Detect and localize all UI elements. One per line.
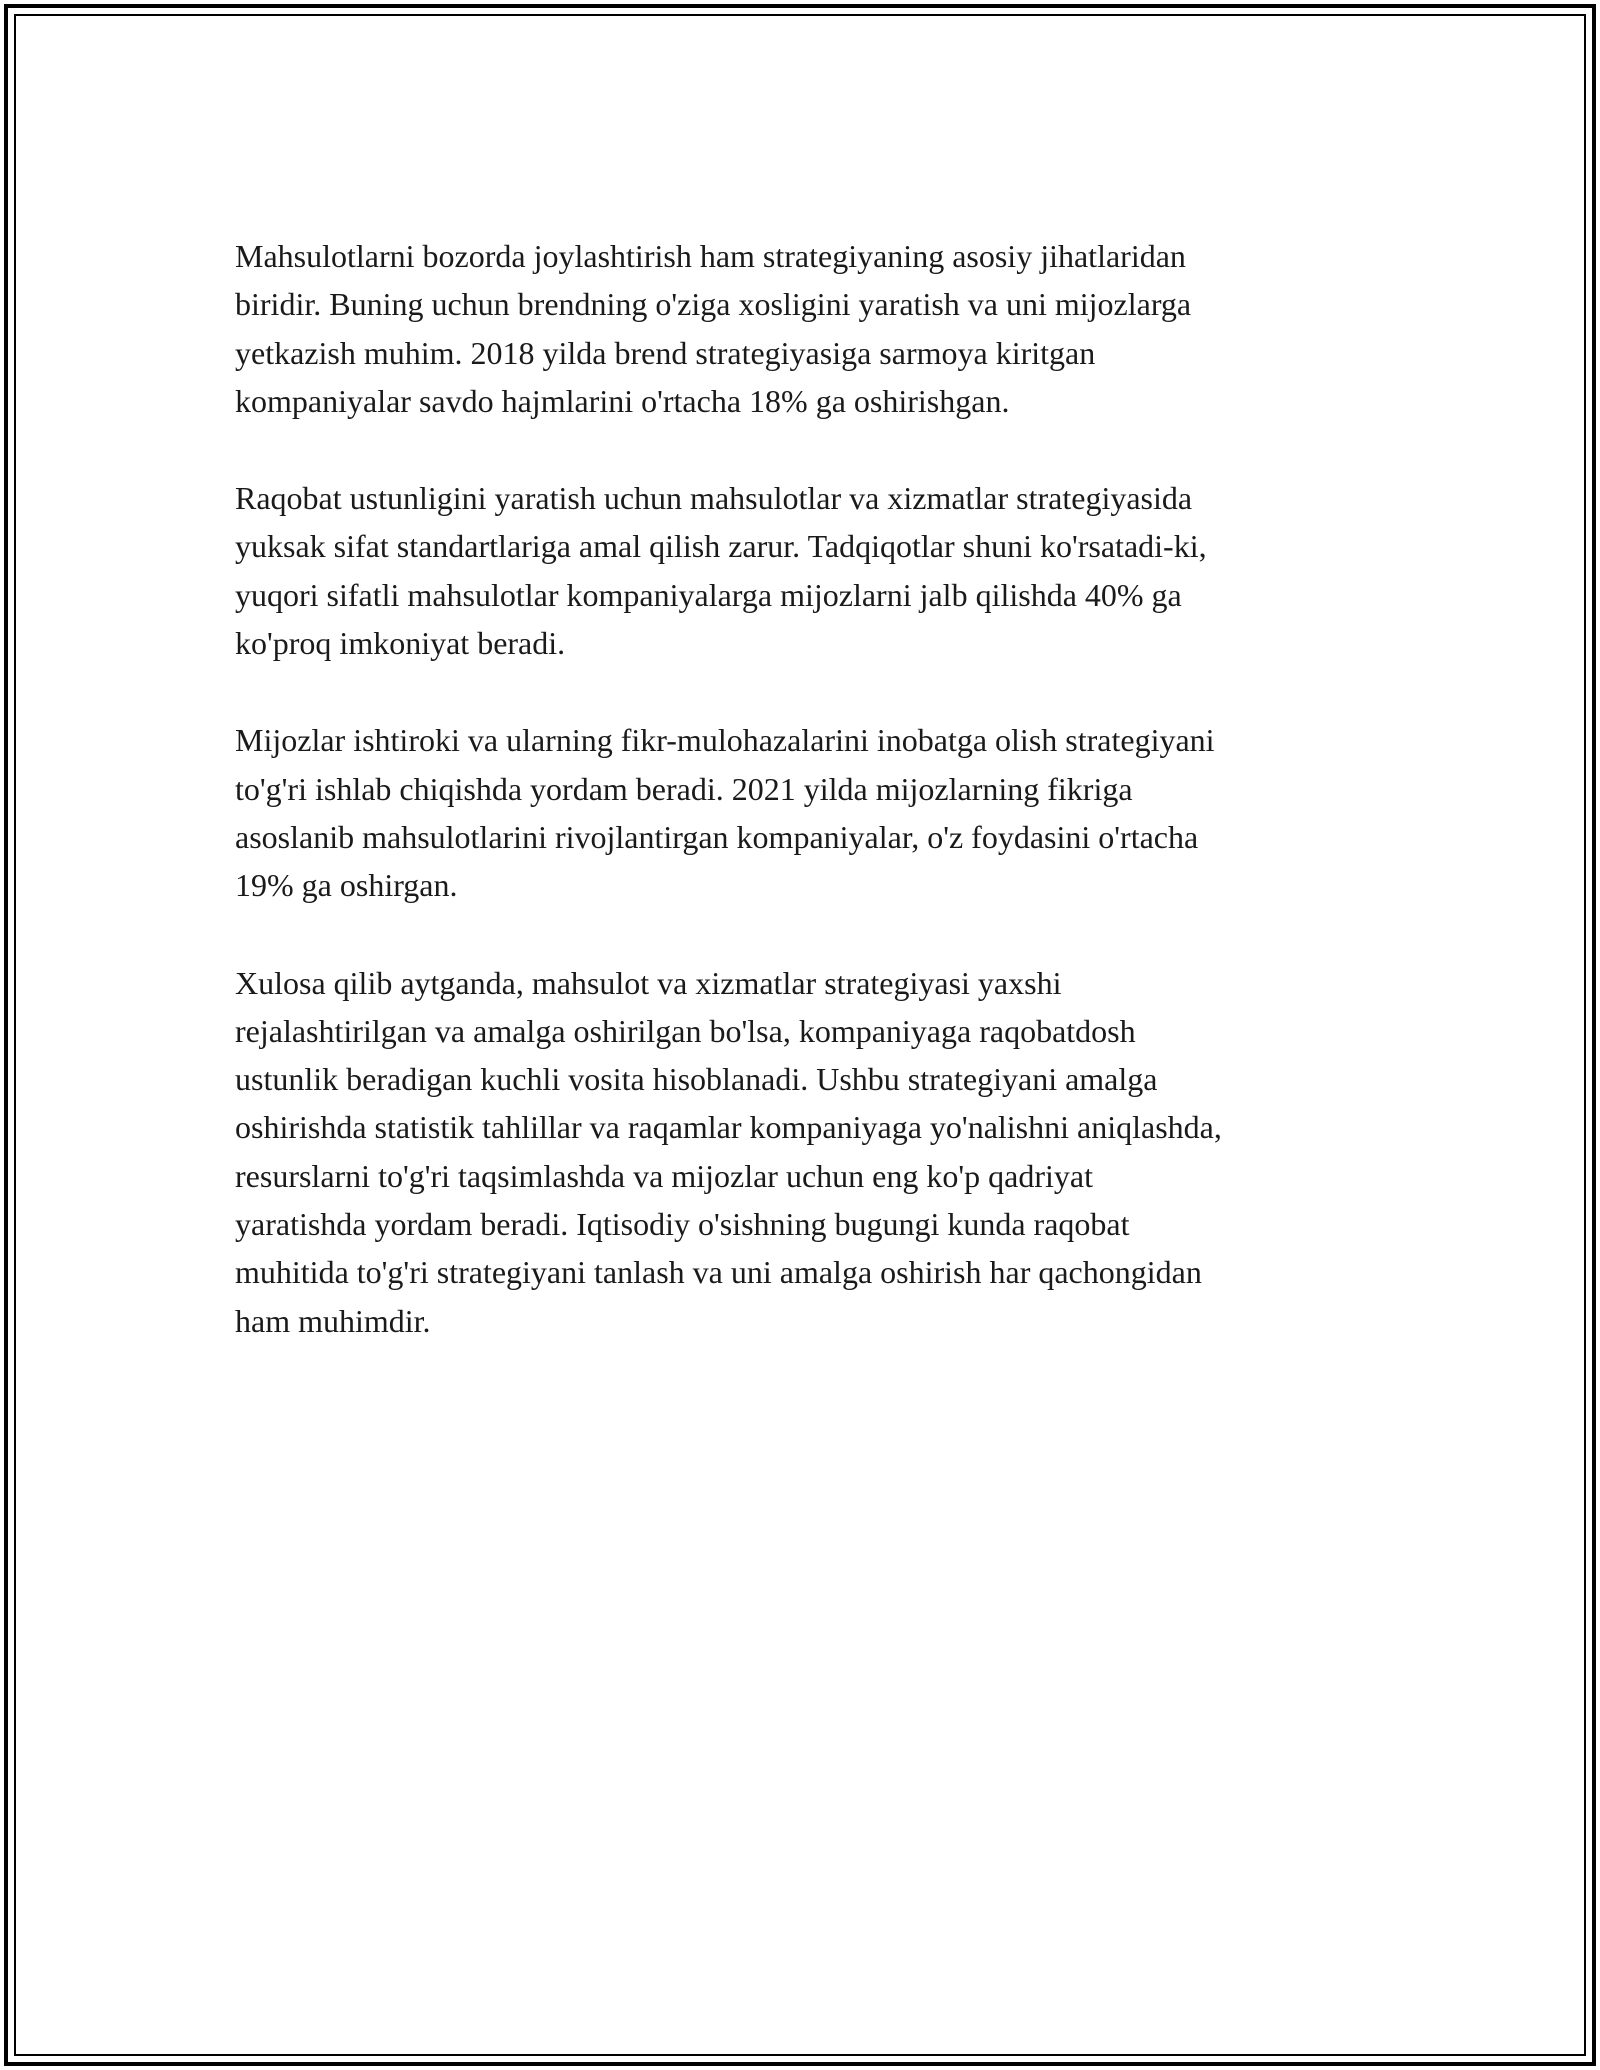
text-line: yaratishda yordam beradi. Iqtisodiy o'sishning bugungi kunda raqobat — [235, 1206, 1130, 1243]
text-line: 19% ga oshirgan. — [235, 867, 458, 904]
text-line: Mahsulotlarni bozorda joylashtirish ham strategiyaning asosiy jihatlaridan — [235, 238, 1186, 274]
text-line: asoslanib mahsulotlarini rivojlantirgan kompaniyalar, o'z foydasini o'rtacha — [235, 818, 1199, 855]
text-line: ko'proq imkoniyat beradi. — [235, 625, 566, 662]
paragraph-2 — [235, 474, 1375, 667]
text-line: rejalashtirilgan va amalga oshirilgan bo'lsa, kompaniyaga raqobatdosh — [235, 1012, 1136, 1049]
text-line: Xulosa qilib aytganda, mahsulot va xizmatlar strategiyasi yaxshi — [235, 964, 1062, 1001]
paragraph-1 — [235, 232, 1375, 425]
document-body — [235, 232, 1375, 1394]
text-line: Raqobat ustunligini yaratish uchun mahsulotlar va xizmatlar strategiyasida — [235, 480, 1193, 517]
text-line: yetkazish muhim. 2018 yilda brend strategiyasiga sarmoya kiritgan — [235, 334, 1096, 371]
text-line: muhitida to'g'ri strategiyani tanlash va uni amalga oshirish har qachongidan — [235, 1254, 1202, 1291]
text-line: resurslarni to'g'ri taqsimlashda va mijozlar uchun eng ko'p qadriyat — [235, 1157, 1093, 1194]
text-line: to'g'ri ishlab chiqishda yordam beradi. 2021 yilda mijozlarning fikriga — [235, 770, 1133, 807]
text-line: Mijozlar ishtiroki va ularning fikr-mulohazalarini inobatga olish strategiyani — [235, 722, 1215, 759]
text-line: kompaniyalar savdo hajmlarini o'rtacha 18% ga oshirishgan. — [235, 382, 1010, 419]
paragraph-3 — [235, 716, 1375, 909]
text-line: biridir. Buning uchun brendning o'ziga xosligini yaratish va uni mijozlarga — [235, 286, 1192, 323]
text-line: ham muhimdir. — [235, 1302, 431, 1339]
paragraph-4 — [235, 959, 1375, 1345]
text-line: oshirishda statistik tahlillar va raqamlar kompaniyaga yo'nalishni aniqlashda, — [235, 1109, 1222, 1146]
text-line: yuqori sifatli mahsulotlar kompaniyalarga mijozlarni jalb qilishda 40% ga — [235, 576, 1182, 613]
text-line: yuksak sifat standartlariga amal qilish zarur. Tadqiqotlar shuni ko'rsatadi-ki, — [235, 528, 1207, 565]
text-line: ustunlik beradigan kuchli vosita hisoblanadi. Ushbu strategiyani amalga — [235, 1061, 1158, 1098]
